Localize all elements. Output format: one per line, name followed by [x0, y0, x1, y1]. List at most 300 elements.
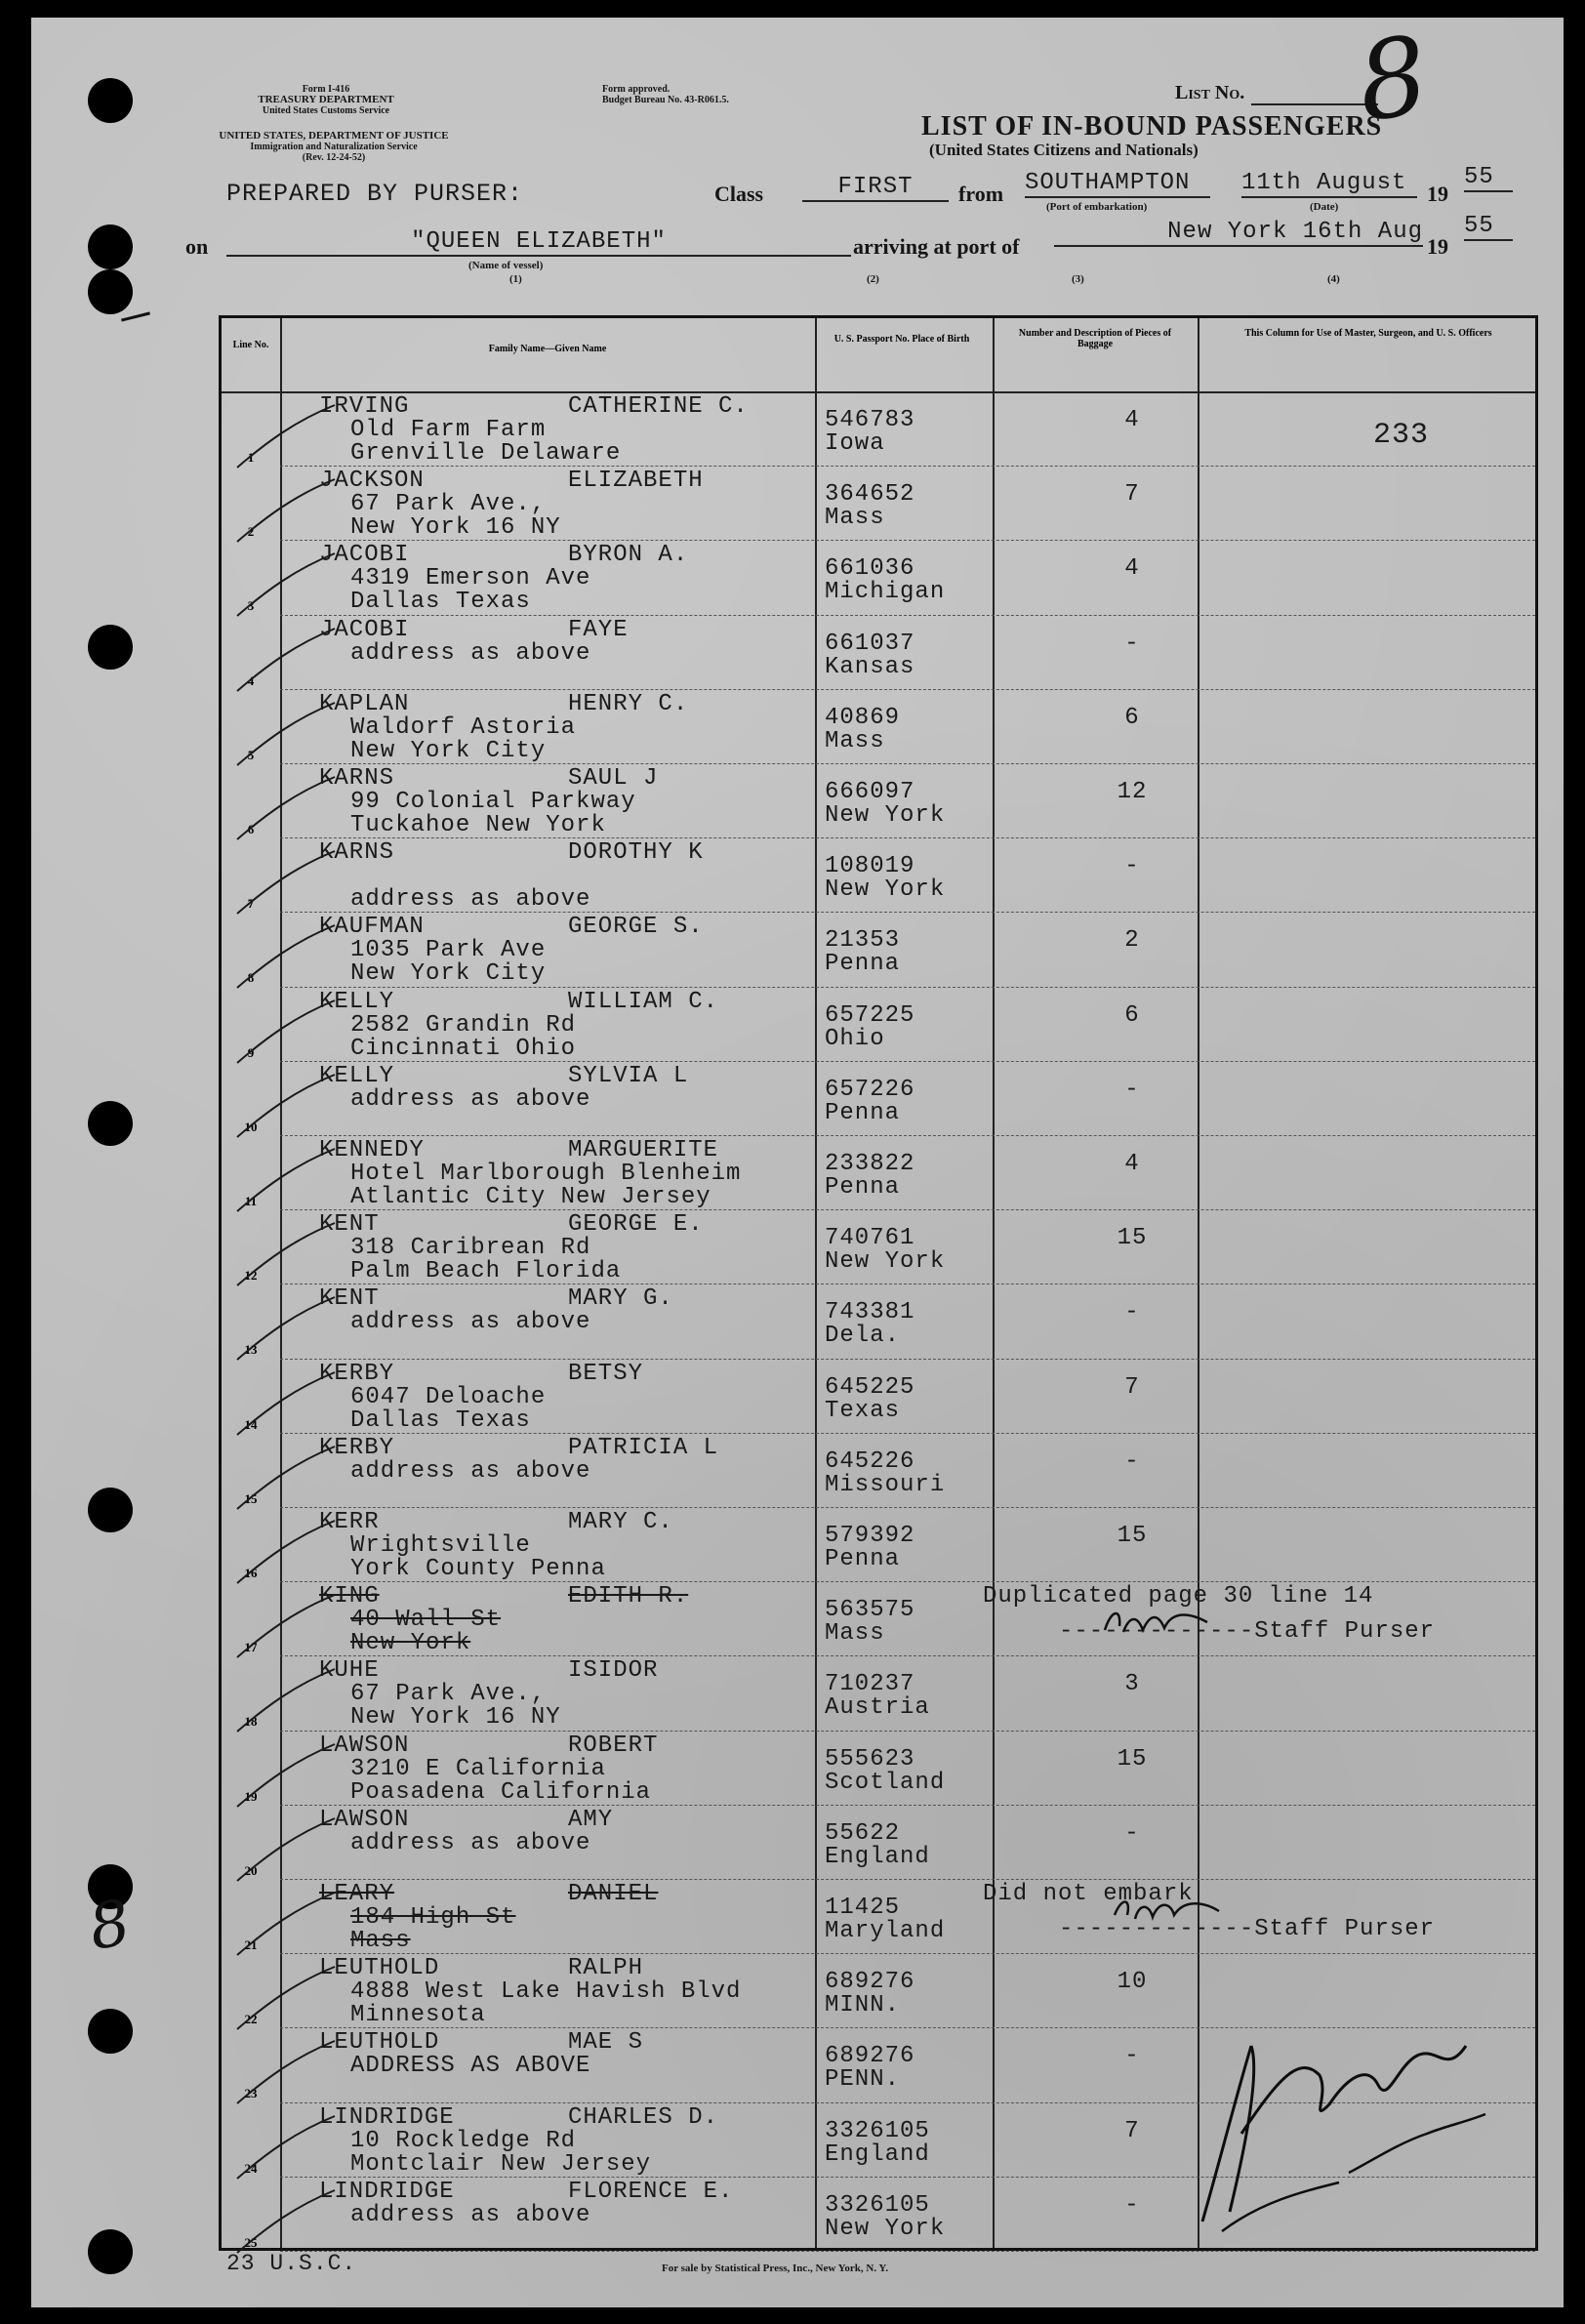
passenger-given-name: MARY C. — [568, 1509, 673, 1535]
passenger-address-line1: 40 Wall St — [350, 1607, 502, 1634]
line-number: 19 — [244, 1788, 258, 1804]
passenger-address-line1: 4319 Emerson Ave — [350, 565, 591, 592]
table-row — [222, 1881, 1535, 1961]
list-no-label: List No. — [1175, 82, 1245, 103]
check-mark — [227, 1519, 345, 1587]
manifest-sheet — [31, 12, 1564, 2307]
passenger-surname: LINDRIDGE — [319, 2103, 455, 2131]
row-divider — [280, 1209, 1535, 1210]
passenger-address-line1: 3210 E California — [350, 1755, 606, 1782]
line-number: 11 — [244, 1194, 258, 1208]
punch-hole — [88, 2009, 133, 2054]
place-of-birth: Missouri — [825, 1471, 946, 1498]
line-number: 13 — [244, 1342, 258, 1358]
passenger-surname: KARNS — [319, 839, 395, 867]
table-row — [222, 1062, 1535, 1143]
line-number: 2 — [247, 524, 255, 540]
row-divider — [280, 763, 1535, 764]
place-of-birth: Michigan — [825, 579, 946, 606]
baggage-count: - — [1124, 853, 1140, 880]
passport-number: 661037 — [825, 630, 915, 657]
passenger-given-name: GEORGE S. — [568, 914, 704, 941]
form-id: Form I-416 — [302, 84, 350, 95]
passenger-given-name: ROBERT — [568, 1732, 659, 1759]
passenger-given-name: SAUL J — [568, 765, 659, 792]
place-of-birth: Penna — [825, 1546, 901, 1572]
passport-number: 689276 — [825, 2043, 915, 2070]
col-marker-2: (2) — [867, 273, 879, 285]
passenger-address-line2: New York City — [350, 960, 547, 988]
passenger-given-name: CHARLES D. — [568, 2103, 719, 2131]
passenger-address-line1: address as above — [350, 1829, 591, 1856]
place-of-birth: Mass — [825, 727, 885, 754]
year2-prefix: 19 — [1427, 234, 1448, 259]
baggage-count: 15 — [1117, 1225, 1148, 1252]
line-number: 4 — [247, 673, 255, 688]
passenger-given-name: AMY — [568, 1806, 614, 1833]
passenger-address-line1: 67 Park Ave., — [350, 491, 547, 518]
passenger-given-name: FLORENCE E. — [568, 2178, 734, 2205]
baggage-count: 10 — [1117, 1969, 1148, 1996]
officer-signature — [1183, 2017, 1515, 2241]
passenger-surname: LINDRIDGE — [319, 2178, 455, 2205]
signature-line: ------------- — [1059, 1618, 1255, 1646]
passenger-given-name: DOROTHY K — [568, 839, 704, 867]
passenger-address-line1: ADDRESS AS ABOVE — [350, 2053, 591, 2080]
row-divider — [280, 689, 1535, 690]
line-number: 18 — [244, 1714, 258, 1730]
class-value: FIRST — [802, 174, 949, 202]
table-row — [222, 1583, 1535, 1663]
passenger-address-line1: 2582 Grandin Rd — [350, 1011, 577, 1039]
place-of-birth: Kansas — [825, 653, 915, 680]
check-mark — [227, 1445, 345, 1513]
passenger-given-name: MARGUERITE — [568, 1137, 719, 1163]
passenger-address-line1: 10 Rockledge Rd — [350, 2127, 577, 2154]
passenger-address-line2: address as above — [350, 886, 591, 914]
passenger-surname: KAUFMAN — [319, 914, 425, 941]
purser-signature-2 — [1110, 1890, 1227, 1929]
baggage-count: 7 — [1124, 2117, 1140, 2144]
check-mark — [227, 1295, 345, 1364]
table-row — [222, 690, 1535, 771]
passport-number: 657226 — [825, 1076, 915, 1103]
passenger-address-line1: 6047 Deloache — [350, 1383, 547, 1410]
passenger-surname: LEUTHOLD — [319, 1955, 440, 1982]
passenger-given-name: BYRON A. — [568, 542, 689, 569]
line-number: 15 — [244, 1490, 258, 1506]
table-row — [222, 1285, 1535, 1366]
passenger-surname: IRVING — [319, 393, 410, 420]
arriving-label: arriving at port of — [853, 234, 1020, 259]
check-mark — [227, 1816, 345, 1885]
passenger-surname: JACOBI — [319, 542, 410, 569]
col-marker-4: (4) — [1327, 273, 1340, 285]
treasury-dept: TREASURY DEPARTMENT — [258, 94, 394, 105]
from-label: from — [958, 182, 1004, 206]
purser-signature-1 — [1100, 1603, 1217, 1642]
list-no-value: 8 — [1350, 12, 1436, 146]
baggage-count: - — [1124, 1076, 1140, 1103]
row-divider — [280, 1135, 1535, 1136]
row-divider — [280, 1879, 1535, 1880]
row-divider — [280, 1655, 1535, 1656]
passenger-address-line1: Old Farm Farm — [350, 417, 547, 443]
header-divider — [222, 391, 1535, 393]
place-of-birth: Austria — [825, 1694, 930, 1722]
check-mark — [227, 1370, 345, 1439]
punch-hole — [88, 1488, 133, 1532]
row-divider — [280, 1061, 1535, 1062]
passenger-given-name: EDITH R. — [568, 1583, 689, 1610]
baggage-count: 6 — [1124, 1001, 1140, 1029]
col-head-officers: This Column for Use of Master, Surgeon, and U. S. Officers — [1244, 328, 1492, 339]
form-approved: Form approved. — [602, 84, 671, 95]
passenger-address-line2: New York City — [350, 737, 547, 764]
passenger-given-name: WILLIAM C. — [568, 988, 719, 1015]
passenger-address-line1: Wrightsville — [350, 1532, 531, 1559]
passport-number: 108019 — [825, 853, 915, 880]
passport-number: 666097 — [825, 779, 915, 805]
place-of-birth: England — [825, 1843, 930, 1870]
check-mark — [227, 1965, 345, 2033]
check-mark — [227, 1593, 345, 1661]
check-mark — [227, 2188, 345, 2257]
place-of-birth: Iowa — [825, 430, 885, 457]
place-of-birth: Penna — [825, 1099, 901, 1126]
place-of-birth: PENN. — [825, 2066, 901, 2094]
punch-hole — [88, 625, 133, 670]
class-label: Class — [714, 182, 764, 206]
margin-tick — [121, 311, 150, 321]
passenger-surname: KUHE — [319, 1657, 380, 1685]
place-of-birth: Maryland — [825, 1918, 946, 1944]
passenger-address-line1: address as above — [350, 1085, 591, 1113]
check-mark — [227, 477, 345, 546]
line-number: 9 — [247, 1044, 255, 1060]
purser-note: Did not embark — [983, 1881, 1194, 1907]
table-row — [222, 616, 1535, 697]
departure-date: 11th August — [1241, 170, 1417, 198]
vessel-caption: (Name of vessel) — [468, 260, 544, 271]
passenger-address-line2: Atlantic City New Jersey — [350, 1184, 711, 1210]
passenger-surname: LEUTHOLD — [319, 2029, 440, 2057]
passport-number: 645226 — [825, 1447, 915, 1475]
list-subtitle: (United States Citizens and Nationals) — [929, 141, 1199, 159]
place-of-birth: New York — [825, 802, 946, 829]
check-mark — [227, 627, 345, 695]
baggage-count: 4 — [1124, 555, 1140, 583]
passenger-surname: KERR — [319, 1509, 380, 1535]
baggage-count: - — [1124, 630, 1140, 657]
passenger-address-line2: York County Penna — [350, 1556, 606, 1582]
place-of-birth: New York — [825, 877, 946, 904]
row-divider — [280, 1953, 1535, 1954]
margin-mark: 8 — [83, 1887, 136, 1965]
passenger-address-line2: New York 16 NY — [350, 1704, 561, 1732]
passenger-surname: KAPLAN — [319, 690, 410, 717]
passport-number: 364652 — [825, 481, 915, 509]
passenger-address-line2: Minnesota — [350, 2002, 486, 2029]
check-mark — [227, 1667, 345, 1735]
passport-number: 740761 — [825, 1225, 915, 1252]
row-divider — [280, 1731, 1535, 1732]
line-number: 23 — [244, 2086, 258, 2101]
table-row — [222, 1732, 1535, 1813]
passenger-surname: JACKSON — [319, 468, 425, 495]
check-mark — [227, 1891, 345, 1959]
customs-service: United States Customs Service — [262, 105, 390, 116]
passenger-address-line2: Montclair New Jersey — [350, 2150, 652, 2178]
row-divider — [280, 1359, 1535, 1360]
passenger-surname: KELLY — [319, 988, 395, 1015]
line-number: 5 — [247, 747, 255, 762]
row-divider — [280, 615, 1535, 616]
on-label: on — [185, 234, 209, 259]
revision-date: (Rev. 12-24-52) — [302, 152, 366, 163]
prepared-by: PREPARED BY PURSER: — [226, 180, 524, 208]
passenger-given-name: BETSY — [568, 1360, 644, 1387]
passenger-address-line1: Hotel Marlborough Blenheim — [350, 1161, 742, 1187]
line-number: 1 — [247, 450, 255, 465]
row-divider — [280, 1433, 1535, 1434]
staff-purser-label: Staff Purser — [1254, 1916, 1436, 1942]
table-row — [222, 914, 1535, 994]
table-row — [222, 468, 1535, 548]
passenger-surname: KENT — [319, 1211, 380, 1239]
check-mark — [227, 701, 345, 769]
passport-number: 40869 — [825, 704, 901, 731]
check-mark — [227, 999, 345, 1067]
passenger-surname: KERBY — [319, 1434, 395, 1461]
place-of-birth: MINN. — [825, 1992, 901, 2019]
baggage-count: 12 — [1117, 779, 1148, 805]
col-head-name: Family Name—Given Name — [488, 344, 607, 354]
row-divider — [280, 2251, 1535, 2252]
baggage-count: 15 — [1117, 1745, 1148, 1773]
baggage-count: 4 — [1124, 1151, 1140, 1177]
check-mark — [227, 923, 345, 992]
passenger-surname: KARNS — [319, 765, 395, 792]
check-mark — [227, 2114, 345, 2182]
place-of-birth: Penna — [825, 1174, 901, 1201]
passenger-address-line2: Grenville Delaware — [350, 440, 622, 467]
baggage-count: - — [1124, 1819, 1140, 1847]
table-row — [222, 542, 1535, 622]
passenger-address-line2: Tuckahoe New York — [350, 812, 606, 838]
line-number: 24 — [244, 2160, 258, 2176]
row-divider — [280, 1507, 1535, 1508]
passenger-address-line2: Poasadena California — [350, 1778, 652, 1806]
col-head-passport: U. S. Passport No. Place of Birth — [833, 334, 970, 345]
passenger-given-name: ISIDOR — [568, 1657, 659, 1685]
baggage-count: 7 — [1124, 481, 1140, 509]
passport-number: 710237 — [825, 1671, 915, 1698]
punch-hole — [88, 1101, 133, 1146]
passenger-address-line2: Palm Beach Florida — [350, 1258, 622, 1285]
place-of-birth: Mass — [825, 1620, 885, 1648]
place-of-birth: Mass — [825, 505, 885, 532]
signature-line: ------------- — [1059, 1916, 1255, 1942]
passenger-given-name: RALPH — [568, 1955, 644, 1982]
passenger-surname: KELLY — [319, 1062, 395, 1089]
passport-number: 579392 — [825, 1523, 915, 1549]
baggage-count: - — [1124, 1299, 1140, 1326]
passenger-address-line1: 99 Colonial Parkway — [350, 789, 636, 815]
line-number: 14 — [244, 1416, 258, 1432]
passenger-address-line2: Dallas Texas — [350, 589, 531, 616]
check-mark — [227, 1221, 345, 1289]
row-divider — [280, 1581, 1535, 1582]
immigration-service: Immigration and Naturalization Service — [250, 142, 418, 152]
footer-usc: 23 U.S.C. — [226, 2251, 357, 2276]
passenger-given-name: ELIZABETH — [568, 468, 704, 495]
punch-hole — [88, 2229, 133, 2274]
check-mark — [227, 849, 345, 917]
passenger-given-name: SYLVIA L — [568, 1062, 689, 1089]
baggage-count: - — [1124, 2043, 1140, 2070]
baggage-count: 4 — [1124, 407, 1140, 433]
line-number: 6 — [247, 822, 255, 836]
passenger-given-name: HENRY C. — [568, 690, 689, 717]
passenger-given-name: DANIEL — [568, 1881, 659, 1907]
place-of-birth: New York — [825, 2215, 946, 2242]
table-row — [222, 1434, 1535, 1515]
passenger-address-line1: address as above — [350, 1309, 591, 1336]
passport-number: 3326105 — [825, 2117, 930, 2144]
vessel-name: "QUEEN ELIZABETH" — [226, 228, 851, 257]
passenger-address-line1: 67 Park Ave., — [350, 1681, 547, 1708]
passenger-address-line1: 1035 Park Ave — [350, 937, 547, 964]
row-divider — [280, 540, 1535, 541]
year-prefix: 19 — [1427, 182, 1448, 206]
table-row — [222, 765, 1535, 845]
passenger-address-line1: Waldorf Astoria — [350, 714, 577, 741]
passenger-address-line2: Mass — [350, 1928, 411, 1954]
passenger-address-line2: New York — [350, 1630, 471, 1657]
justice-dept: UNITED STATES, DEPARTMENT OF JUSTICE — [219, 130, 449, 142]
passenger-surname: JACOBI — [319, 616, 410, 643]
footer-printer: For sale by Statistical Press, Inc., New York, N. Y. — [662, 2263, 889, 2274]
check-mark — [227, 1742, 345, 1811]
col-marker-1: (1) — [509, 273, 522, 285]
row-divider — [280, 912, 1535, 913]
passport-number: 689276 — [825, 1969, 915, 1996]
passport-number: 657225 — [825, 1001, 915, 1029]
table-row — [222, 1211, 1535, 1291]
passenger-address-line1: 4888 West Lake Havish Blvd — [350, 1978, 742, 2006]
passenger-surname: LEARY — [319, 1881, 395, 1907]
passport-number: 743381 — [825, 1299, 915, 1326]
line-number: 12 — [244, 1268, 258, 1284]
passport-number: 55622 — [825, 1819, 901, 1847]
col-head-line: Line No. — [232, 340, 269, 350]
col-marker-3: (3) — [1072, 273, 1084, 285]
baggage-count: - — [1124, 2191, 1140, 2219]
punch-hole — [88, 269, 133, 314]
passenger-address-line1: 184 High St — [350, 1904, 516, 1931]
row-divider — [280, 837, 1535, 838]
passenger-address-line1: address as above — [350, 1457, 591, 1485]
check-mark — [227, 1073, 345, 1141]
passport-number: 11425 — [825, 1895, 901, 1921]
col-head-baggage: Number and Description of Pieces of Baggage — [1018, 328, 1172, 349]
passenger-given-name: MAE S — [568, 2029, 644, 2057]
check-mark — [227, 2039, 345, 2107]
line-number: 10 — [244, 1119, 258, 1134]
passenger-given-name: PATRICIA L — [568, 1434, 719, 1461]
place-of-birth: Scotland — [825, 1769, 946, 1796]
passenger-address-line1: address as above — [350, 639, 591, 667]
passenger-table — [219, 315, 1538, 2251]
purser-note: Duplicated page 30 line 14 — [983, 1583, 1374, 1610]
check-mark — [227, 1147, 345, 1215]
officer-notation: 233 — [1373, 419, 1430, 452]
place-of-birth: Texas — [825, 1397, 901, 1424]
punch-hole — [88, 78, 133, 123]
row-divider — [280, 466, 1535, 467]
row-divider — [280, 1805, 1535, 1806]
line-number: 25 — [244, 2234, 258, 2250]
baggage-count: 7 — [1124, 1373, 1140, 1401]
passenger-given-name: FAYE — [568, 616, 629, 643]
line-number: 3 — [247, 598, 255, 614]
table-row — [222, 393, 1535, 473]
baggage-count: 3 — [1124, 1671, 1140, 1698]
passenger-surname: LAWSON — [319, 1732, 410, 1759]
passenger-given-name: GEORGE E. — [568, 1211, 704, 1239]
arrival-port-date: New York 16th Aug — [1054, 219, 1423, 247]
passenger-address-line2: Dallas Texas — [350, 1407, 531, 1434]
year2-value: 55 — [1464, 213, 1513, 241]
baggage-count: 6 — [1124, 704, 1140, 731]
line-number: 22 — [244, 2012, 258, 2027]
line-number: 16 — [244, 1566, 258, 1580]
passenger-address-line1: address as above — [350, 2201, 591, 2228]
place-of-birth: Penna — [825, 951, 901, 978]
baggage-count: 2 — [1124, 927, 1140, 955]
passenger-surname: KENT — [319, 1285, 380, 1313]
passport-number: 661036 — [825, 555, 915, 583]
row-divider — [280, 987, 1535, 988]
place-of-birth: Ohio — [825, 1025, 885, 1052]
punch-hole — [88, 224, 133, 269]
check-mark — [227, 775, 345, 843]
line-number: 21 — [244, 1937, 258, 1952]
passenger-surname: KERBY — [319, 1360, 395, 1387]
passenger-surname: KING — [319, 1583, 380, 1610]
budget-bureau: Budget Bureau No. 43-R061.5. — [602, 95, 729, 105]
line-number: 20 — [244, 1862, 258, 1878]
line-number: 17 — [244, 1640, 258, 1655]
baggage-count: 15 — [1117, 1523, 1148, 1549]
place-of-birth: Dela. — [825, 1323, 901, 1350]
passport-number: 563575 — [825, 1597, 915, 1624]
table-row — [222, 1806, 1535, 1887]
year-value: 55 — [1464, 164, 1513, 192]
passenger-given-name: MARY G. — [568, 1285, 673, 1313]
passenger-surname: KENNEDY — [319, 1137, 425, 1163]
date-caption: (Date) — [1310, 201, 1339, 213]
place-of-birth: New York — [825, 1248, 946, 1276]
passport-number: 3326105 — [825, 2191, 930, 2219]
from-value: SOUTHAMPTON — [1025, 170, 1210, 198]
table-row — [222, 839, 1535, 919]
passenger-address-line2: Cincinnati Ohio — [350, 1035, 577, 1062]
list-title: LIST OF IN-BOUND PASSENGERS — [921, 111, 1383, 142]
table-row — [222, 1657, 1535, 1737]
line-number: 7 — [247, 896, 255, 912]
